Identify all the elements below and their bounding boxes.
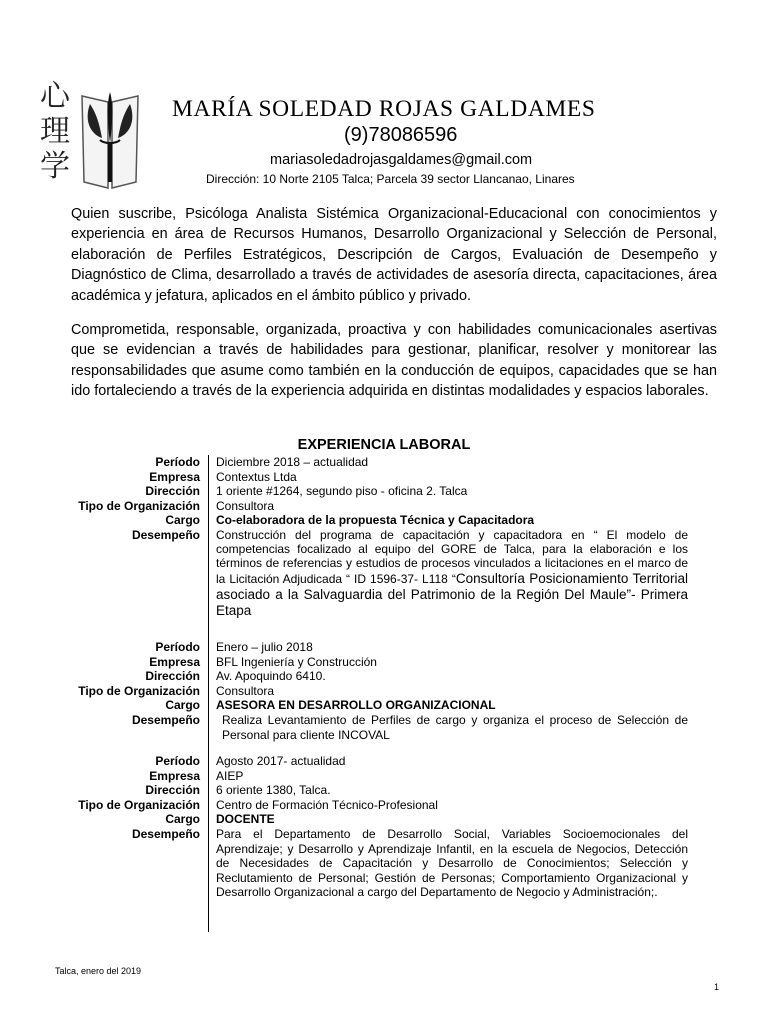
label-empresa: Empresa xyxy=(149,654,200,669)
label-periodo: Período xyxy=(155,754,200,768)
label-empresa: Empresa xyxy=(149,469,200,484)
job-periodo: Diciembre 2018 – actualidad xyxy=(216,455,369,469)
job-direccion: 6 oriente 1380, Talca. xyxy=(216,783,331,798)
job-desempeno-part-2: Consultoría Posicionamiento Territorial asociado a la Salvaguardia del Patrimonio de la Región Del Maule”- Primera Etapa xyxy=(216,570,688,618)
job-desempeno: Para el Departamento de Desarrollo Social, Variables Socioemocionales del Aprendizaje; y Desarrollo y Aprendizaje Infantil, en la escuela de Negocios, Detección de Necesidades de Capacitación y Desarrollo de Conocimientos; Selección y Reclutamiento de Personal; Gestión de Personas; Comportamiento Organizacional y Desarrollo Organizacional a cargo del Departamento de Negocio y Administración;. xyxy=(216,826,688,900)
job-periodo: Agosto 2017- actualidad xyxy=(216,754,346,768)
logo-char-3: 学 xyxy=(40,149,70,184)
postal-address: Dirección: 10 Norte 2105 Talca; Parcela 39 sector Llancanao, Linares xyxy=(206,172,575,186)
job-tipo: Consultora xyxy=(216,498,275,513)
label-desempeno: Desempeño xyxy=(131,527,200,542)
job-entry-1 xyxy=(44,455,724,619)
label-desempeno: Desempeño xyxy=(131,712,200,727)
label-cargo: Cargo xyxy=(165,812,200,827)
job-desempeno xyxy=(216,528,688,619)
job-empresa: BFL Ingeniería y Construcción xyxy=(216,654,377,669)
summary-paragraph-1: Quien suscribe, Psicóloga Analista Sistémica Organizacional-Educacional con conocimientos y experiencia en área de Recursos Humanos, Desarrollo Organizacional y Selección de Personal, elaboración de Perfiles Estratégicos, Descripción de Cargos, Evaluación de Desempeño y Diagnóstico de Clima, desarrollado a través de actividades de asesoría directa, capacitaciones, área académica y jefatura, aplicados en el ámbito público y privado. xyxy=(71,206,717,304)
label-tipo: Tipo de Organización xyxy=(78,797,200,812)
candidate-name: MARÍA SOLEDAD ROJAS GALDAMES xyxy=(172,96,596,122)
label-periodo: Período xyxy=(155,455,200,469)
job-empresa: Contextus Ltda xyxy=(216,469,297,484)
job-entry-2 xyxy=(44,640,724,742)
label-direccion: Dirección xyxy=(145,783,200,798)
job-periodo: Enero – julio 2018 xyxy=(216,640,313,654)
psi-book-icon xyxy=(78,86,142,190)
label-direccion: Dirección xyxy=(145,484,200,499)
label-cargo: Cargo xyxy=(165,698,200,713)
footer-place-date: Talca, enero del 2019 xyxy=(55,966,142,976)
logo xyxy=(34,80,142,190)
job-cargo: DOCENTE xyxy=(216,812,275,827)
job-cargo: Co-elaboradora de la propuesta Técnica y Capacitadora xyxy=(216,513,535,528)
email-address: mariasoledadrojasgaldames@gmail.com xyxy=(270,152,533,168)
label-tipo: Tipo de Organización xyxy=(78,683,200,698)
label-tipo: Tipo de Organización xyxy=(78,498,200,513)
summary-paragraph-2: Comprometida, responsable, organizada, proactiva y con habilidades comunicacionales asertivas que se evidencian a través de habilidades para gestionar, planificar, resolver y monitorear las responsabilidades que asume como también en la conducción de equipos, capacidades que se han ido fortaleciendo a través de la experiencia adquirida en distintas modalidades y espacios laborales. xyxy=(71,322,717,400)
logo-char-2: 理 xyxy=(40,114,70,149)
experience-section-title: EXPERIENCIA LABORAL xyxy=(297,437,471,453)
job-cargo: ASESORA EN DESARROLLO ORGANIZACIONAL xyxy=(216,698,496,713)
logo-characters xyxy=(34,80,76,185)
job-desempeno: Realiza Levantamiento de Perfiles de cargo y organiza el proceso de Selección de Personal para cliente INCOVAL xyxy=(222,712,688,742)
logo-char-1: 心 xyxy=(40,79,70,114)
job-desempeno-part-1: Construcción del programa de capacitación y capacitadora en “ El modelo de competencias focalizado al equipo del GORE de Talca, para la elaboración e los términos de referencias y estudios de procesos vinculados a licitaciones en el marco de la Licitación Adjudicada “ ID 1596-37- L118 “ xyxy=(216,527,688,586)
label-direccion: Dirección xyxy=(145,669,200,684)
label-periodo: Período xyxy=(155,640,200,654)
job-direccion: Av. Apoquindo 6410. xyxy=(216,669,326,684)
label-cargo: Cargo xyxy=(165,513,200,528)
label-empresa: Empresa xyxy=(149,768,200,783)
job-entry-3 xyxy=(44,754,724,900)
job-tipo: Consultora xyxy=(216,683,275,698)
page-number: 1 xyxy=(714,982,720,992)
phone-number: (9)78086596 xyxy=(344,124,458,146)
label-desempeno: Desempeño xyxy=(131,826,200,841)
job-empresa: AIEP xyxy=(216,768,244,783)
job-tipo: Centro de Formación Técnico-Profesional xyxy=(216,797,438,812)
job-direccion: 1 oriente #1264, segundo piso - oficina 2. Talca xyxy=(216,484,468,499)
